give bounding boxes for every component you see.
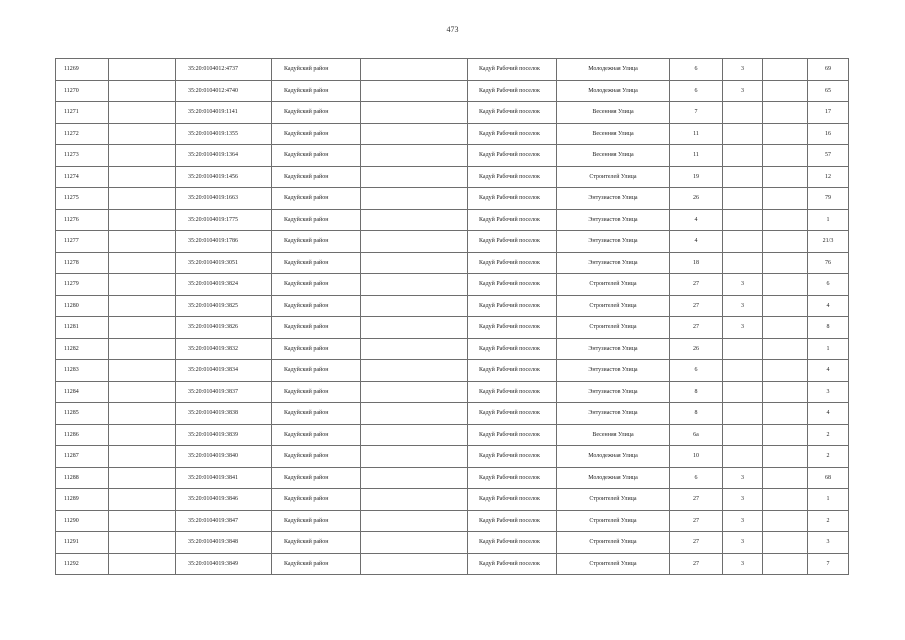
house-number: 4: [670, 231, 723, 253]
cadastral-number: 35:20:0104012:4737: [176, 59, 272, 81]
apartment-number: 76: [808, 252, 849, 274]
house-number: 27: [670, 295, 723, 317]
empty-cell: [109, 123, 176, 145]
table-row: [56, 59, 849, 81]
table-row: [56, 381, 849, 403]
empty-cell: [763, 446, 808, 468]
apartment-number: 65: [808, 80, 849, 102]
house-number: 8: [670, 403, 723, 425]
table-row: [56, 274, 849, 296]
house-number: 10: [670, 446, 723, 468]
district-name: Кадуйский район: [272, 532, 361, 554]
cadastral-number: 35:20:0104019:3834: [176, 360, 272, 382]
street-name: Строителей Улица: [557, 166, 670, 188]
settlement-name: Кадуй Рабочий поселок: [468, 424, 557, 446]
district-name: Кадуйский район: [272, 102, 361, 124]
apartment-number: 4: [808, 403, 849, 425]
empty-cell: [763, 123, 808, 145]
record-number: 11281: [56, 317, 109, 339]
street-name: Энтузиастов Улица: [557, 231, 670, 253]
record-number: 11288: [56, 467, 109, 489]
cadastral-number: 35:20:0104019:1355: [176, 123, 272, 145]
building-number: [723, 231, 763, 253]
building-number: [723, 166, 763, 188]
apartment-number: 8: [808, 317, 849, 339]
cadastral-number: 35:20:0104019:3839: [176, 424, 272, 446]
empty-cell: [361, 424, 468, 446]
district-name: Кадуйский район: [272, 424, 361, 446]
empty-cell: [361, 467, 468, 489]
house-number: 27: [670, 489, 723, 511]
apartment-number: 4: [808, 360, 849, 382]
district-name: Кадуйский район: [272, 317, 361, 339]
settlement-name: Кадуй Рабочий поселок: [468, 317, 557, 339]
empty-cell: [361, 252, 468, 274]
empty-cell: [361, 123, 468, 145]
empty-cell: [361, 274, 468, 296]
registry-body: [56, 59, 849, 575]
table-row: [56, 295, 849, 317]
record-number: 11275: [56, 188, 109, 210]
empty-cell: [109, 59, 176, 81]
settlement-name: Кадуй Рабочий поселок: [468, 209, 557, 231]
empty-cell: [763, 381, 808, 403]
table-row: [56, 231, 849, 253]
record-number: 11279: [56, 274, 109, 296]
cadastral-number: 35:20:0104019:3846: [176, 489, 272, 511]
building-number: [723, 403, 763, 425]
apartment-number: 1: [808, 209, 849, 231]
empty-cell: [361, 317, 468, 339]
house-number: 26: [670, 188, 723, 210]
empty-cell: [763, 510, 808, 532]
district-name: Кадуйский район: [272, 446, 361, 468]
street-name: Весенняя Улица: [557, 424, 670, 446]
settlement-name: Кадуй Рабочий поселок: [468, 252, 557, 274]
settlement-name: Кадуй Рабочий поселок: [468, 338, 557, 360]
apartment-number: 3: [808, 381, 849, 403]
district-name: Кадуйский район: [272, 274, 361, 296]
street-name: Энтузиастов Улица: [557, 403, 670, 425]
empty-cell: [361, 338, 468, 360]
building-number: [723, 338, 763, 360]
district-name: Кадуйский район: [272, 231, 361, 253]
settlement-name: Кадуй Рабочий поселок: [468, 553, 557, 575]
record-number: 11272: [56, 123, 109, 145]
empty-cell: [763, 467, 808, 489]
empty-cell: [109, 209, 176, 231]
apartment-number: 16: [808, 123, 849, 145]
empty-cell: [109, 295, 176, 317]
settlement-name: Кадуй Рабочий поселок: [468, 123, 557, 145]
cadastral-number: 35:20:0104019:3840: [176, 446, 272, 468]
table-row: [56, 188, 849, 210]
cadastral-number: 35:20:0104019:1141: [176, 102, 272, 124]
empty-cell: [763, 102, 808, 124]
building-number: [723, 145, 763, 167]
record-number: 11283: [56, 360, 109, 382]
house-number: 6: [670, 467, 723, 489]
empty-cell: [763, 209, 808, 231]
street-name: Молодежная Улица: [557, 446, 670, 468]
cadastral-number: 35:20:0104019:3847: [176, 510, 272, 532]
building-number: [723, 102, 763, 124]
empty-cell: [109, 381, 176, 403]
empty-cell: [361, 209, 468, 231]
cadastral-number: 35:20:0104012:4740: [176, 80, 272, 102]
street-name: Весенняя Улица: [557, 145, 670, 167]
apartment-number: 2: [808, 510, 849, 532]
table-row: [56, 532, 849, 554]
street-name: Строителей Улица: [557, 553, 670, 575]
empty-cell: [109, 80, 176, 102]
settlement-name: Кадуй Рабочий поселок: [468, 59, 557, 81]
apartment-number: 12: [808, 166, 849, 188]
building-number: 3: [723, 274, 763, 296]
street-name: Энтузиастов Улица: [557, 381, 670, 403]
street-name: Молодежная Улица: [557, 80, 670, 102]
empty-cell: [361, 446, 468, 468]
record-number: 11284: [56, 381, 109, 403]
district-name: Кадуйский район: [272, 123, 361, 145]
record-number: 11289: [56, 489, 109, 511]
street-name: Энтузиастов Улица: [557, 209, 670, 231]
cadastral-number: 35:20:0104019:1775: [176, 209, 272, 231]
table-row: [56, 467, 849, 489]
street-name: Энтузиастов Улица: [557, 338, 670, 360]
building-number: [723, 446, 763, 468]
building-number: 3: [723, 80, 763, 102]
house-number: 8: [670, 381, 723, 403]
record-number: 11276: [56, 209, 109, 231]
building-number: 3: [723, 317, 763, 339]
table-row: [56, 209, 849, 231]
district-name: Кадуйский район: [272, 209, 361, 231]
empty-cell: [763, 145, 808, 167]
building-number: [723, 252, 763, 274]
street-name: Молодежная Улица: [557, 59, 670, 81]
settlement-name: Кадуй Рабочий поселок: [468, 80, 557, 102]
record-number: 11269: [56, 59, 109, 81]
table-row: [56, 553, 849, 575]
empty-cell: [109, 145, 176, 167]
building-number: 3: [723, 467, 763, 489]
cadastral-number: 35:20:0104019:1364: [176, 145, 272, 167]
district-name: Кадуйский район: [272, 403, 361, 425]
settlement-name: Кадуй Рабочий поселок: [468, 510, 557, 532]
building-number: [723, 424, 763, 446]
settlement-name: Кадуй Рабочий поселок: [468, 145, 557, 167]
empty-cell: [109, 553, 176, 575]
empty-cell: [361, 381, 468, 403]
empty-cell: [763, 532, 808, 554]
empty-cell: [109, 489, 176, 511]
empty-cell: [361, 489, 468, 511]
empty-cell: [361, 403, 468, 425]
street-name: Строителей Улица: [557, 532, 670, 554]
empty-cell: [361, 295, 468, 317]
apartment-number: 1: [808, 489, 849, 511]
table-row: [56, 360, 849, 382]
record-number: 11286: [56, 424, 109, 446]
table-row: [56, 510, 849, 532]
building-number: 3: [723, 489, 763, 511]
street-name: Энтузиастов Улица: [557, 188, 670, 210]
cadastral-number: 35:20:0104019:3825: [176, 295, 272, 317]
empty-cell: [109, 166, 176, 188]
apartment-number: 6: [808, 274, 849, 296]
apartment-number: 17: [808, 102, 849, 124]
street-name: Энтузиастов Улица: [557, 252, 670, 274]
table-row: [56, 145, 849, 167]
empty-cell: [361, 231, 468, 253]
street-name: Энтузиастов Улица: [557, 360, 670, 382]
cadastral-number: 35:20:0104019:1786: [176, 231, 272, 253]
house-number: 6: [670, 59, 723, 81]
empty-cell: [361, 102, 468, 124]
settlement-name: Кадуй Рабочий поселок: [468, 295, 557, 317]
empty-cell: [763, 338, 808, 360]
empty-cell: [361, 532, 468, 554]
empty-cell: [109, 338, 176, 360]
settlement-name: Кадуй Рабочий поселок: [468, 231, 557, 253]
street-name: Строителей Улица: [557, 489, 670, 511]
apartment-number: 69: [808, 59, 849, 81]
empty-cell: [763, 166, 808, 188]
house-number: 7: [670, 102, 723, 124]
district-name: Кадуйский район: [272, 295, 361, 317]
building-number: 3: [723, 510, 763, 532]
district-name: Кадуйский район: [272, 553, 361, 575]
cadastral-number: 35:20:0104019:3824: [176, 274, 272, 296]
table-row: [56, 489, 849, 511]
record-number: 11274: [56, 166, 109, 188]
district-name: Кадуйский район: [272, 467, 361, 489]
record-number: 11271: [56, 102, 109, 124]
empty-cell: [763, 317, 808, 339]
empty-cell: [109, 360, 176, 382]
district-name: Кадуйский район: [272, 489, 361, 511]
house-number: 6а: [670, 424, 723, 446]
district-name: Кадуйский район: [272, 338, 361, 360]
house-number: 11: [670, 145, 723, 167]
district-name: Кадуйский район: [272, 145, 361, 167]
empty-cell: [763, 59, 808, 81]
house-number: 27: [670, 274, 723, 296]
house-number: 18: [670, 252, 723, 274]
empty-cell: [763, 295, 808, 317]
street-name: Весенняя Улица: [557, 102, 670, 124]
table-row: [56, 403, 849, 425]
cadastral-number: 35:20:0104019:3838: [176, 403, 272, 425]
record-number: 11280: [56, 295, 109, 317]
street-name: Весенняя Улица: [557, 123, 670, 145]
house-number: 27: [670, 317, 723, 339]
street-name: Молодежная Улица: [557, 467, 670, 489]
table-row: [56, 446, 849, 468]
apartment-number: 57: [808, 145, 849, 167]
empty-cell: [109, 446, 176, 468]
empty-cell: [109, 231, 176, 253]
apartment-number: 3: [808, 532, 849, 554]
record-number: 11277: [56, 231, 109, 253]
house-number: 27: [670, 532, 723, 554]
apartment-number: 7: [808, 553, 849, 575]
apartment-number: 21/3: [808, 231, 849, 253]
building-number: [723, 123, 763, 145]
settlement-name: Кадуй Рабочий поселок: [468, 489, 557, 511]
building-number: 3: [723, 295, 763, 317]
street-name: Строителей Улица: [557, 510, 670, 532]
record-number: 11285: [56, 403, 109, 425]
empty-cell: [763, 360, 808, 382]
empty-cell: [109, 252, 176, 274]
settlement-name: Кадуй Рабочий поселок: [468, 446, 557, 468]
table-row: [56, 80, 849, 102]
record-number: 11278: [56, 252, 109, 274]
empty-cell: [361, 553, 468, 575]
street-name: Строителей Улица: [557, 295, 670, 317]
record-number: 11287: [56, 446, 109, 468]
empty-cell: [361, 510, 468, 532]
empty-cell: [109, 403, 176, 425]
table-row: [56, 123, 849, 145]
empty-cell: [763, 403, 808, 425]
settlement-name: Кадуй Рабочий поселок: [468, 274, 557, 296]
apartment-number: 1: [808, 338, 849, 360]
cadastral-number: 35:20:0104019:3849: [176, 553, 272, 575]
house-number: 4: [670, 209, 723, 231]
district-name: Кадуйский район: [272, 252, 361, 274]
settlement-name: Кадуй Рабочий поселок: [468, 532, 557, 554]
cadastral-number: 35:20:0104019:3051: [176, 252, 272, 274]
settlement-name: Кадуй Рабочий поселок: [468, 467, 557, 489]
empty-cell: [361, 59, 468, 81]
district-name: Кадуйский район: [272, 166, 361, 188]
empty-cell: [109, 317, 176, 339]
empty-cell: [361, 360, 468, 382]
cadastral-number: 35:20:0104019:3848: [176, 532, 272, 554]
table-row: [56, 338, 849, 360]
empty-cell: [763, 231, 808, 253]
table-row: [56, 317, 849, 339]
table-row: [56, 424, 849, 446]
record-number: 11270: [56, 80, 109, 102]
empty-cell: [361, 145, 468, 167]
building-number: [723, 381, 763, 403]
district-name: Кадуйский район: [272, 59, 361, 81]
settlement-name: Кадуй Рабочий поселок: [468, 403, 557, 425]
empty-cell: [109, 424, 176, 446]
empty-cell: [763, 489, 808, 511]
empty-cell: [763, 274, 808, 296]
property-registry-table: [55, 58, 849, 575]
empty-cell: [109, 274, 176, 296]
empty-cell: [109, 467, 176, 489]
building-number: 3: [723, 59, 763, 81]
settlement-name: Кадуй Рабочий поселок: [468, 188, 557, 210]
apartment-number: 79: [808, 188, 849, 210]
apartment-number: 2: [808, 446, 849, 468]
apartment-number: 4: [808, 295, 849, 317]
settlement-name: Кадуй Рабочий поселок: [468, 102, 557, 124]
record-number: 11291: [56, 532, 109, 554]
cadastral-number: 35:20:0104019:3841: [176, 467, 272, 489]
street-name: Строителей Улица: [557, 317, 670, 339]
empty-cell: [763, 424, 808, 446]
building-number: [723, 360, 763, 382]
page-number: 473: [446, 25, 459, 34]
district-name: Кадуйский район: [272, 80, 361, 102]
record-number: 11290: [56, 510, 109, 532]
house-number: 26: [670, 338, 723, 360]
apartment-number: 68: [808, 467, 849, 489]
house-number: 27: [670, 553, 723, 575]
empty-cell: [109, 510, 176, 532]
empty-cell: [361, 188, 468, 210]
record-number: 11273: [56, 145, 109, 167]
empty-cell: [109, 102, 176, 124]
district-name: Кадуйский район: [272, 188, 361, 210]
empty-cell: [361, 166, 468, 188]
house-number: 19: [670, 166, 723, 188]
empty-cell: [763, 188, 808, 210]
building-number: 3: [723, 532, 763, 554]
empty-cell: [109, 188, 176, 210]
settlement-name: Кадуй Рабочий поселок: [468, 360, 557, 382]
house-number: 6: [670, 80, 723, 102]
empty-cell: [109, 532, 176, 554]
cadastral-number: 35:20:0104019:3826: [176, 317, 272, 339]
record-number: 11292: [56, 553, 109, 575]
house-number: 6: [670, 360, 723, 382]
cadastral-number: 35:20:0104019:3837: [176, 381, 272, 403]
table-row: [56, 102, 849, 124]
district-name: Кадуйский район: [272, 360, 361, 382]
table-row: [56, 252, 849, 274]
empty-cell: [763, 252, 808, 274]
settlement-name: Кадуй Рабочий поселок: [468, 381, 557, 403]
street-name: Строителей Улица: [557, 274, 670, 296]
table-row: [56, 166, 849, 188]
cadastral-number: 35:20:0104019:3832: [176, 338, 272, 360]
building-number: [723, 188, 763, 210]
cadastral-number: 35:20:0104019:1456: [176, 166, 272, 188]
district-name: Кадуйский район: [272, 381, 361, 403]
settlement-name: Кадуй Рабочий поселок: [468, 166, 557, 188]
house-number: 11: [670, 123, 723, 145]
empty-cell: [361, 80, 468, 102]
building-number: 3: [723, 553, 763, 575]
house-number: 27: [670, 510, 723, 532]
building-number: [723, 209, 763, 231]
district-name: Кадуйский район: [272, 510, 361, 532]
empty-cell: [763, 553, 808, 575]
empty-cell: [763, 80, 808, 102]
cadastral-number: 35:20:0104019:1663: [176, 188, 272, 210]
apartment-number: 2: [808, 424, 849, 446]
record-number: 11282: [56, 338, 109, 360]
